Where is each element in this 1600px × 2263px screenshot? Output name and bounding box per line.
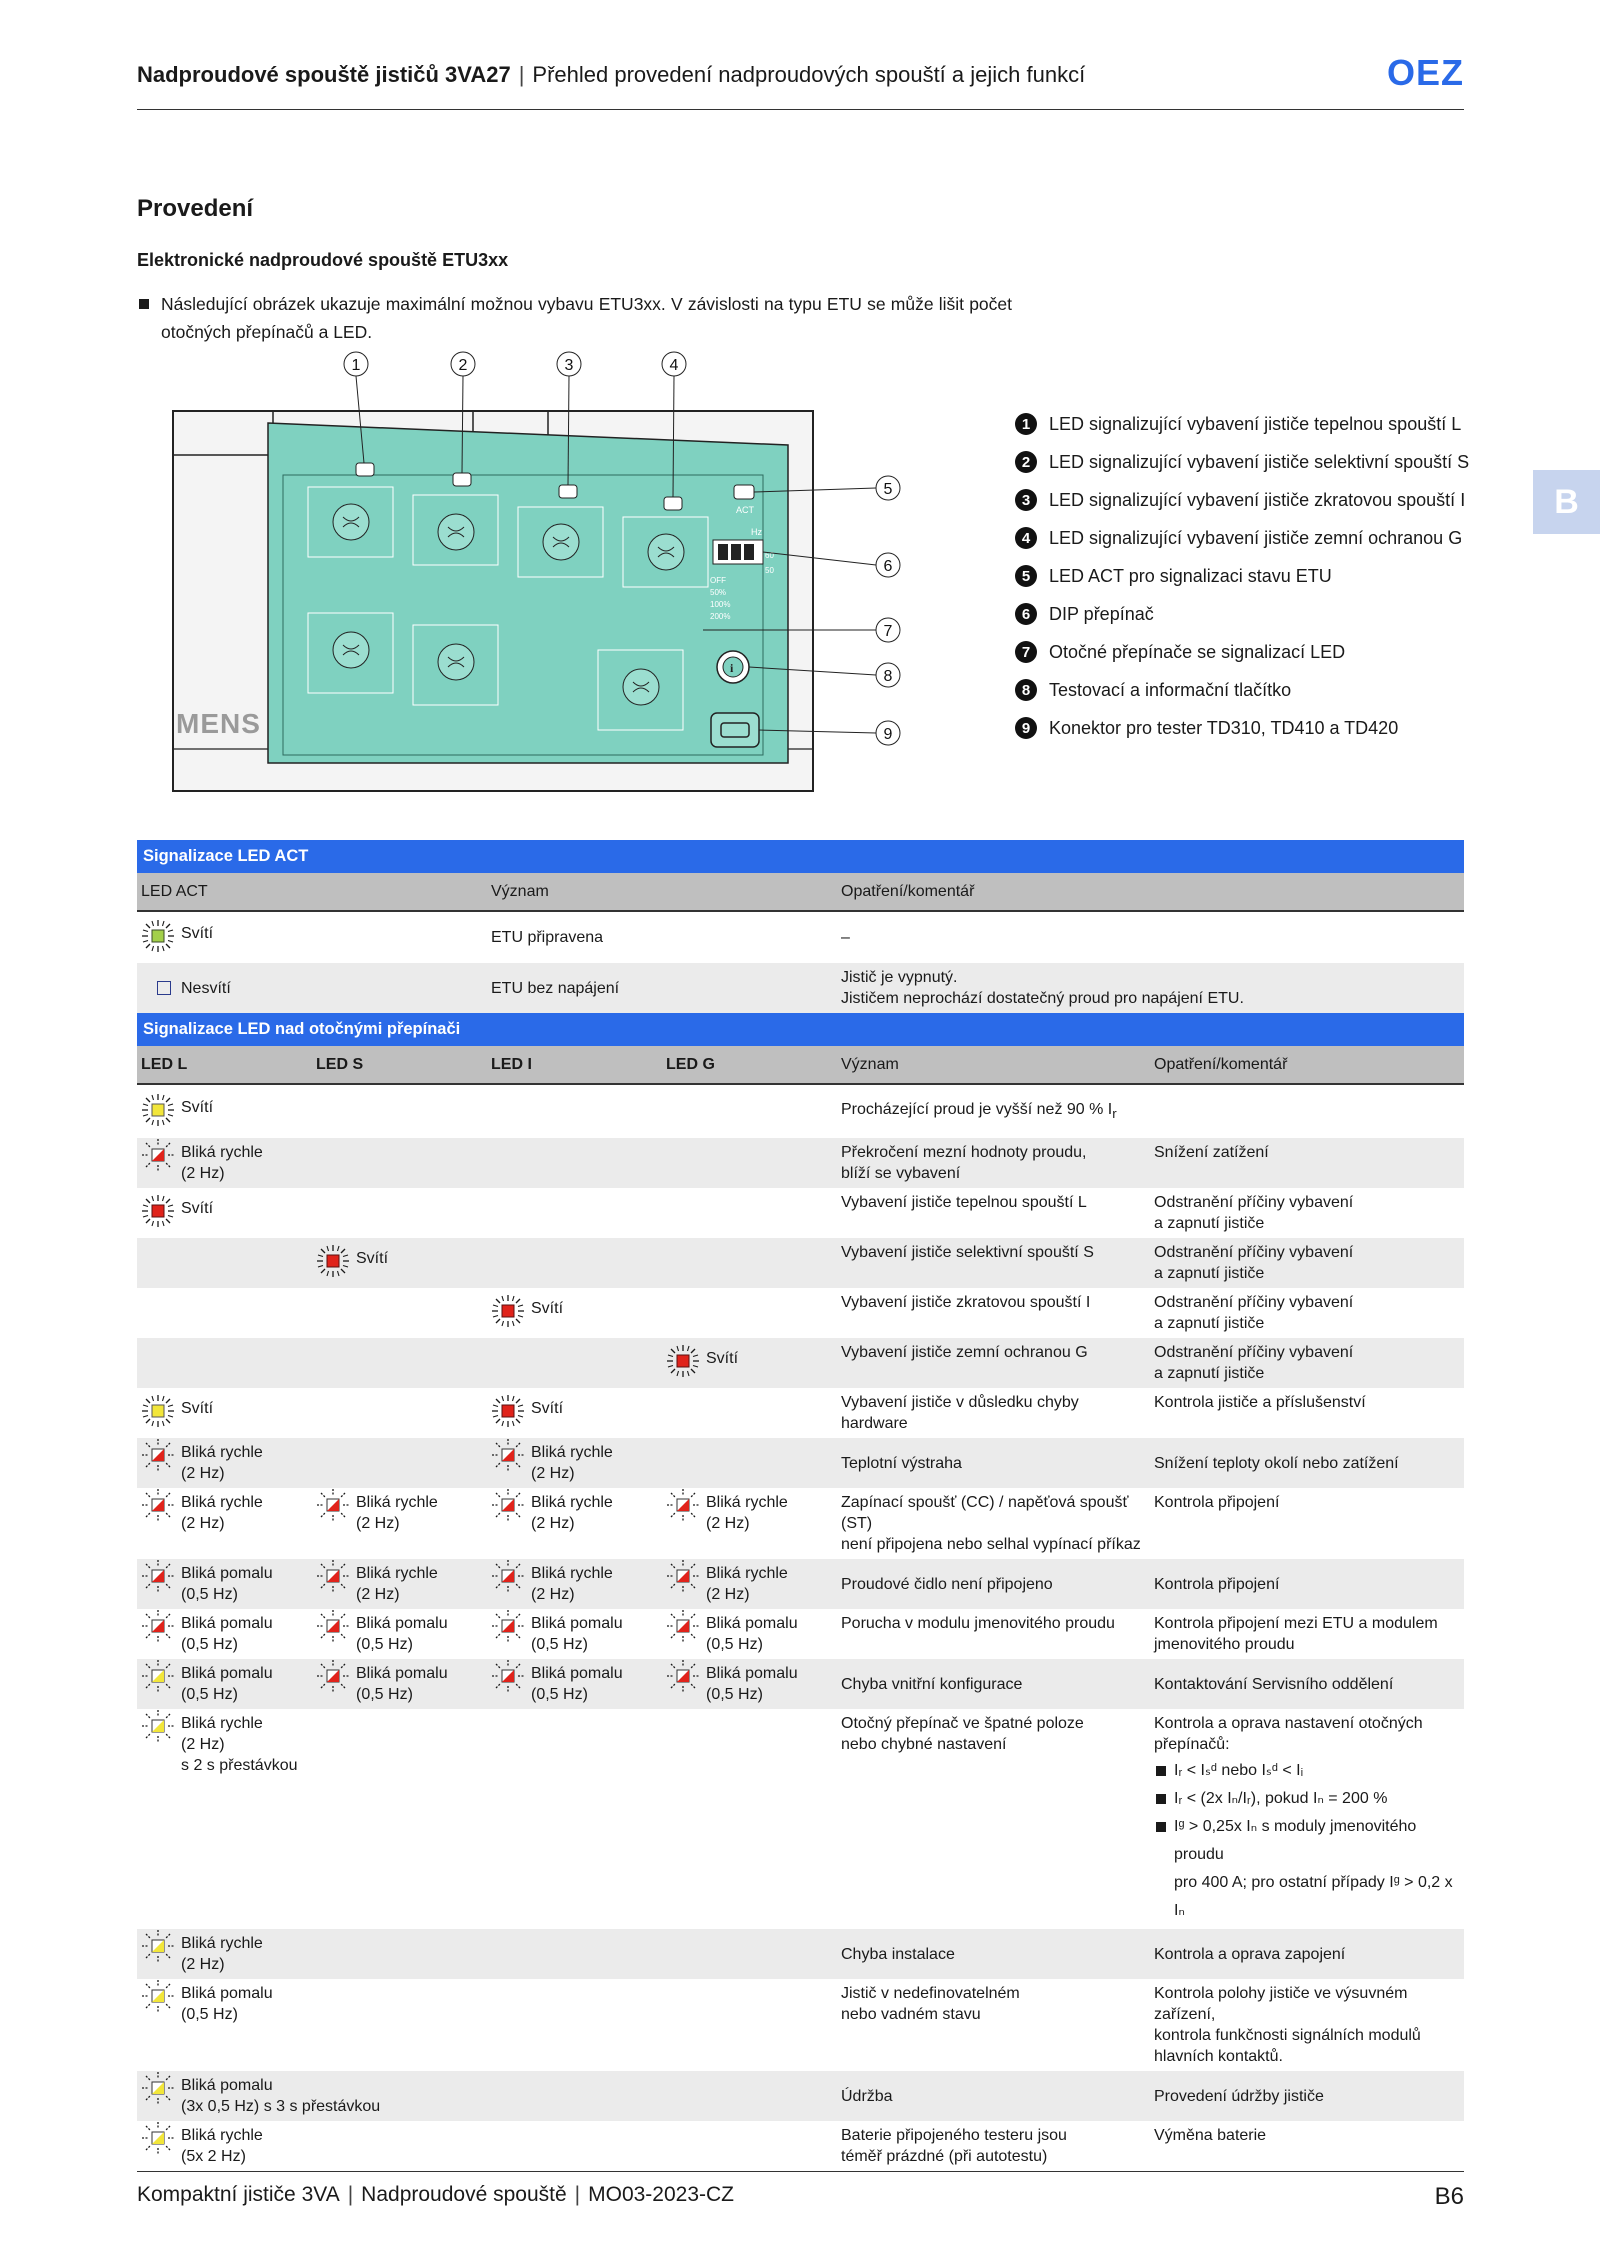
subsection-title: Elektronické nadproudové spouště ETU3xx xyxy=(137,250,509,270)
legend-item xyxy=(1015,671,1469,709)
cell-text: hardware xyxy=(841,1415,908,1432)
cell-text: Bliká rychle xyxy=(531,1494,613,1511)
led-blink-red-icon xyxy=(141,1438,175,1472)
led-blink-red-icon xyxy=(491,1609,525,1643)
cell-text: Bliká pomalu xyxy=(181,2077,273,2094)
table-section-header xyxy=(137,840,1464,873)
dip-label-off: OFF xyxy=(710,576,726,585)
dip-value-50: 50 xyxy=(765,566,774,575)
dip-label-100: 100% xyxy=(710,600,731,609)
led-s xyxy=(453,473,471,486)
intro-text: Následující obrázek ukazuje maximální možnou vybavu ETU3xx. V závislosti na typu ETU se může lišit počet otočných přepínačů a LED. xyxy=(161,294,1012,342)
svg-text:9: 9 xyxy=(883,726,893,743)
led-blink-red-icon xyxy=(316,1659,350,1693)
svg-text:3: 3 xyxy=(564,357,574,374)
dip-value-60: 60 xyxy=(765,551,774,560)
cell-text: Bliká pomalu xyxy=(531,1615,623,1632)
cell-text: Bliká pomalu xyxy=(181,1985,273,2002)
table-row xyxy=(137,2071,1464,2121)
cell-text: (0,5 Hz) xyxy=(356,1636,413,1653)
cell-text: hlavních kontaktů. xyxy=(1154,2048,1283,2065)
led-blink-red-icon xyxy=(491,1438,525,1472)
cell-text: Procházející proud je vyšší než 90 % I xyxy=(841,1100,1113,1118)
cell-text: Bliká rychle xyxy=(531,1565,613,1582)
cell-text: Iᵍ > 0,25x Iₙ s moduly jmenovitého proudu xyxy=(1174,1818,1417,1863)
svg-text:8: 8 xyxy=(883,668,893,685)
legend-number-9: 9 xyxy=(1015,717,1037,739)
cell-text: Kontrola jističe a příslušenství xyxy=(1154,1394,1366,1411)
cell-text: jmenovitého proudu xyxy=(1154,1636,1295,1653)
legend-number-1: 1 xyxy=(1015,413,1037,435)
cell-text: (2 Hz) xyxy=(356,1586,400,1603)
cell-text: Údržba xyxy=(837,2071,1150,2121)
cell-text: Otočný přepínač ve špatné poloze xyxy=(841,1715,1084,1732)
cell-text: Bliká pomalu xyxy=(181,1615,273,1632)
cell-text: (2 Hz) xyxy=(531,1515,575,1532)
cell-text: ETU připravena xyxy=(491,929,604,946)
header-title xyxy=(137,62,1085,88)
intro-paragraph xyxy=(137,290,1012,346)
led-blink-yellow-icon xyxy=(141,2071,175,2105)
test-info-button xyxy=(717,651,749,683)
cell-text: ETU bez napájení xyxy=(487,963,837,1013)
cell-text: (0,5 Hz) xyxy=(356,1686,413,1703)
cell-text: blíží se vybavení xyxy=(841,1165,961,1182)
cell-text: a zapnutí jističe xyxy=(1154,1265,1265,1282)
list-item: Iᵣ < Iₛᵈ nebo Iₛᵈ < Iᵢ xyxy=(1154,1757,1460,1785)
legend-item xyxy=(1015,443,1469,481)
table-row xyxy=(137,1609,1464,1659)
cell-text: Bliká rychle xyxy=(181,2127,263,2144)
table-row xyxy=(137,1084,1464,1138)
cell-text: (2 Hz) xyxy=(181,1736,225,1753)
hz-label: Hz xyxy=(751,527,762,537)
chapter-tab[interactable]: B xyxy=(1533,470,1600,534)
cell-text: nebo vadném stavu xyxy=(841,2006,981,2023)
led-blink-red-icon xyxy=(141,1609,175,1643)
legend-text: Konektor pro tester TD310, TD410 a TD420 xyxy=(1049,717,1399,738)
col-header-led-g: LED G xyxy=(662,1046,837,1084)
footer-separator: | xyxy=(574,2183,581,2206)
cell-text: Svítí xyxy=(531,1300,564,1317)
cell-text: Svítí xyxy=(531,1400,564,1417)
cell-text: Bliká rychle xyxy=(531,1444,613,1461)
svg-text:7: 7 xyxy=(883,623,893,640)
header-separator: | xyxy=(518,62,525,87)
led-blink-red-icon xyxy=(666,1609,700,1643)
table1-title: Signalizace LED ACT xyxy=(137,840,1464,873)
led-on-red-icon xyxy=(491,1294,525,1328)
cell-text: Odstranění příčiny vybavení xyxy=(1154,1294,1354,1311)
header-title-rest: Přehled provedení nadproudových spouští a jejich funkcí xyxy=(532,62,1086,87)
cell-text: (2 Hz) xyxy=(531,1465,575,1482)
cell-text: (0,5 Hz) xyxy=(706,1636,763,1653)
cell-text: (2 Hz) xyxy=(356,1515,400,1532)
col-header-led-s: LED S xyxy=(312,1046,487,1084)
list-item: Iᵣ < (2x Iₙ/Iᵣ), pokud Iₙ = 200 % xyxy=(1154,1785,1460,1813)
footer-breadcrumb xyxy=(137,2183,734,2207)
led-on-yellow-icon xyxy=(141,1093,175,1127)
table-row xyxy=(137,963,1464,1013)
table-row xyxy=(137,1288,1464,1338)
legend-text: LED signalizující vybavení jističe zkratovou spouští I xyxy=(1049,489,1466,510)
cell-text: kontrola funkčnosti signálních modulů xyxy=(1154,2027,1421,2044)
led-blink-red-icon xyxy=(666,1659,700,1693)
table-row xyxy=(137,1438,1464,1488)
cell-text: Jistič v nedefinovatelném xyxy=(841,1985,1020,2002)
dip-label-200: 200% xyxy=(710,612,731,621)
cell-text: Bliká rychle xyxy=(356,1494,438,1511)
led-on-red-icon xyxy=(141,1194,175,1228)
cell-text: Kontrola připojení mezi ETU a modulem xyxy=(1154,1615,1438,1632)
cell-text: nebo chybné nastavení xyxy=(841,1736,1007,1753)
cell-text: (2 Hz) xyxy=(706,1515,750,1532)
led-blink-red-icon xyxy=(491,1488,525,1522)
footer-text: MO03-2023-CZ xyxy=(588,2183,735,2206)
legend-item xyxy=(1015,633,1469,671)
table-row xyxy=(137,2121,1464,2172)
cell-text: Bliká rychle xyxy=(181,1444,263,1461)
cell-text: a zapnutí jističe xyxy=(1154,1315,1265,1332)
cell-text: Bliká pomalu xyxy=(356,1615,448,1632)
cell-text: (2 Hz) xyxy=(531,1586,575,1603)
led-blink-yellow-icon xyxy=(141,1979,175,2013)
led-on-red-icon xyxy=(666,1344,700,1378)
cell-text: Bliká rychle xyxy=(706,1494,788,1511)
cell-text: Svítí xyxy=(181,924,214,942)
footer-text: Kompaktní jističe 3VA xyxy=(137,2183,340,2206)
cell-text: Baterie připojeného testeru jsou xyxy=(841,2127,1067,2144)
cell-text: Zapínací spoušť (CC) / napěťová spoušť (ST) xyxy=(841,1494,1129,1532)
cell-text: (2 Hz) xyxy=(181,1956,225,1973)
bullet-icon xyxy=(139,299,149,309)
svg-text:i: i xyxy=(730,661,734,675)
legend-item xyxy=(1015,709,1469,747)
cell-text: Bliká pomalu xyxy=(181,1665,273,1682)
table-row xyxy=(137,1659,1464,1709)
led-on-red-icon xyxy=(316,1244,350,1278)
cell-text: Bliká pomalu xyxy=(706,1665,798,1682)
cell-text: Kontrola připojení xyxy=(1150,1559,1464,1609)
cell-text: Kontaktování Servisního oddělení xyxy=(1150,1659,1464,1709)
legend-number-7: 7 xyxy=(1015,641,1037,663)
legend-text: DIP přepínač xyxy=(1049,603,1154,624)
led-act xyxy=(734,485,754,499)
legend-item xyxy=(1015,557,1469,595)
led-signalization-table xyxy=(137,840,1464,2172)
cell-text: (0,5 Hz) xyxy=(531,1686,588,1703)
cell-text: Výměna baterie xyxy=(1154,2127,1267,2144)
col-header: Význam xyxy=(487,873,837,911)
svg-text:1: 1 xyxy=(351,357,361,374)
cell-text: Bliká pomalu xyxy=(531,1665,623,1682)
cell-text: Nesvítí xyxy=(181,979,231,997)
led-blink-red-icon xyxy=(316,1609,350,1643)
table2-title: Signalizace LED nad otočnými přepínači xyxy=(137,1013,1464,1046)
cell-text: (2 Hz) xyxy=(181,1515,225,1532)
tester-connector xyxy=(711,713,759,747)
page-number: B6 xyxy=(1434,2183,1464,2210)
cell-text: přepínačů: xyxy=(1154,1736,1230,1753)
cell-text: (0,5 Hz) xyxy=(181,1686,238,1703)
cell-text: Kontrola a oprava zapojení xyxy=(1150,1929,1464,1979)
page-header xyxy=(137,52,1464,110)
header-title-bold: Nadproudové spouště jističů 3VA27 xyxy=(137,62,511,87)
cell-text: Vybavení jističe tepelnou spouští L xyxy=(841,1194,1087,1211)
led-i xyxy=(559,485,577,498)
table-row xyxy=(137,1559,1464,1609)
led-blink-red-icon xyxy=(316,1559,350,1593)
cell-text: Kontrola připojení xyxy=(1154,1494,1280,1511)
led-blink-yellow-icon xyxy=(141,1709,175,1743)
legend-number-2: 2 xyxy=(1015,451,1037,473)
cell-text: Bliká pomalu xyxy=(181,1565,273,1582)
cell-text: Jistič je vypnutý. xyxy=(841,969,958,986)
section-title: Provedení xyxy=(137,195,254,222)
table-row xyxy=(137,1709,1464,1929)
cell-text: pro 400 A; pro ostatní případy Iᵍ > 0,2 x Iₙ xyxy=(1174,1874,1453,1919)
cell-text: Odstranění příčiny vybavení xyxy=(1154,1244,1354,1261)
table-row xyxy=(137,1488,1464,1559)
cell-text: (3x 0,5 Hz) s 3 s přestávkou xyxy=(181,2098,381,2115)
legend-text: Otočné přepínače se signalizací LED xyxy=(1049,641,1346,662)
svg-text:4: 4 xyxy=(669,357,679,374)
cell-text: Svítí xyxy=(181,1098,214,1116)
cell-text: Bliká rychle xyxy=(181,1494,263,1511)
col-header-led-l: LED L xyxy=(137,1046,312,1084)
cell-text: Svítí xyxy=(356,1250,389,1267)
settings-conditions-list xyxy=(1154,1757,1460,1925)
led-blink-red-icon xyxy=(141,1488,175,1522)
legend-text: LED signalizující vybavení jističe zemní ochranou G xyxy=(1049,527,1463,548)
svg-text:2: 2 xyxy=(458,357,468,374)
cell-text: a zapnutí jističe xyxy=(1154,1215,1265,1232)
cell-text: Bliká rychle xyxy=(181,1935,263,1952)
cell-text: Bliká rychle xyxy=(181,1715,263,1732)
legend-number-5: 5 xyxy=(1015,565,1037,587)
cell-text: (0,5 Hz) xyxy=(706,1686,763,1703)
cell-text: Jističem neprochází dostatečný proud pro napájení ETU. xyxy=(841,990,1244,1007)
led-blink-red-icon xyxy=(666,1559,700,1593)
led-blink-yellow-icon xyxy=(141,2121,175,2155)
cell-text: (0,5 Hz) xyxy=(181,2006,238,2023)
table-row xyxy=(137,1188,1464,1238)
cell-text: (0,5 Hz) xyxy=(181,1636,238,1653)
table-header-row xyxy=(137,873,1464,911)
col-header-action: Opatření/komentář xyxy=(1150,1046,1464,1084)
led-off-icon xyxy=(157,981,171,995)
cell-text: Bliká rychle xyxy=(356,1565,438,1582)
legend-item xyxy=(1015,519,1469,557)
cell-text: Vybavení jističe zemní ochranou G xyxy=(837,1338,1150,1388)
oez-logo: OEZ xyxy=(1386,52,1464,93)
col-header: LED ACT xyxy=(137,873,487,911)
cell-text: Vybavení jističe selektivní spouští S xyxy=(837,1238,1150,1288)
cell-text: Snížení zatížení xyxy=(1150,1138,1464,1188)
cell-text: Bliká pomalu xyxy=(706,1615,798,1632)
cell-text: Chyba vnitřní konfigurace xyxy=(837,1659,1150,1709)
act-label: ACT xyxy=(736,505,754,515)
cell-text: (2 Hz) xyxy=(706,1586,750,1603)
cell-text: Bliká pomalu xyxy=(356,1665,448,1682)
led-blink-yellow-icon xyxy=(141,1929,175,1963)
table-row xyxy=(137,1929,1464,1979)
cell-subscript: r xyxy=(1112,1106,1117,1122)
cell-text: Bliká rychle xyxy=(706,1565,788,1582)
table-row xyxy=(137,1388,1464,1438)
table-row xyxy=(137,911,1464,963)
cell-text: Teplotní výstraha xyxy=(837,1438,1150,1488)
led-on-yellow-icon xyxy=(141,1394,175,1428)
legend-text: LED ACT pro signalizaci stavu ETU xyxy=(1049,565,1332,586)
led-blink-red-icon xyxy=(491,1659,525,1693)
led-g xyxy=(664,497,682,510)
table-section-header xyxy=(137,1013,1464,1046)
legend-item xyxy=(1015,595,1469,633)
cell-text: Provedení údržby jističe xyxy=(1150,2071,1464,2121)
legend-text: LED signalizující vybavení jističe selektivní spouští S xyxy=(1049,451,1470,472)
legend-number-4: 4 xyxy=(1015,527,1037,549)
col-header-meaning: Význam xyxy=(837,1046,1150,1084)
cell-text: a zapnutí jističe xyxy=(1154,1365,1265,1382)
cell-text: (5x 2 Hz) xyxy=(181,2148,246,2165)
led-on-red-icon xyxy=(491,1394,525,1428)
legend-item xyxy=(1015,405,1469,443)
col-header-led-i: LED I xyxy=(487,1046,662,1084)
cell-text: Odstranění příčiny vybavení xyxy=(1154,1344,1354,1361)
legend-number-6: 6 xyxy=(1015,603,1037,625)
etu-front-panel-figure xyxy=(168,345,928,797)
led-l xyxy=(356,463,374,476)
siemens-brand: MENS xyxy=(176,708,261,739)
cell-text: (0,5 Hz) xyxy=(531,1636,588,1653)
cell-text: Porucha v modulu jmenovitého proudu xyxy=(841,1615,1115,1632)
cell-text: Odstranění příčiny vybavení xyxy=(1154,1194,1354,1211)
col-header: Opatření/komentář xyxy=(837,873,1464,911)
table-row xyxy=(137,1238,1464,1288)
cell-text: není připojena nebo selhal vypínací příkaz xyxy=(841,1536,1141,1553)
cell-text: Kontrola polohy jističe ve výsuvném zařízení, xyxy=(1154,1985,1408,2023)
led-blink-red-icon xyxy=(141,1559,175,1593)
cell-text: Vybavení jističe v důsledku chyby xyxy=(841,1394,1079,1411)
cell-text: Kontrola a oprava nastavení otočných xyxy=(1154,1715,1423,1732)
cell-text: Svítí xyxy=(181,1400,214,1417)
legend-number-3: 3 xyxy=(1015,489,1037,511)
led-on-green-icon xyxy=(141,919,175,953)
led-blink-red-icon xyxy=(491,1559,525,1593)
legend-text: Testovací a informační tlačítko xyxy=(1049,679,1292,700)
led-blink-red-icon xyxy=(141,1138,175,1172)
cell-text: Snížení teploty okolí nebo zatížení xyxy=(1150,1438,1464,1488)
cell-text: (2 Hz) xyxy=(181,1465,225,1482)
cell-text: Svítí xyxy=(181,1200,214,1217)
legend-text: LED signalizující vybavení jističe tepelnou spouští L xyxy=(1049,413,1462,434)
cell-text: – xyxy=(841,929,850,946)
svg-text:5: 5 xyxy=(883,481,893,498)
cell-text: (0,5 Hz) xyxy=(181,1586,238,1603)
list-item xyxy=(1154,1813,1460,1925)
legend-item xyxy=(1015,481,1469,519)
table-row xyxy=(137,1338,1464,1388)
legend-number-8: 8 xyxy=(1015,679,1037,701)
cell-text: Proudové čidlo není připojeno xyxy=(837,1559,1150,1609)
dip-label-50: 50% xyxy=(710,588,727,597)
footer-text: Nadproudové spouště xyxy=(361,2183,567,2206)
table-header-row xyxy=(137,1046,1464,1084)
led-blink-red-icon xyxy=(666,1488,700,1522)
led-blink-yellow-icon xyxy=(141,1659,175,1693)
cell-text: téměř prázdné (při autotestu) xyxy=(841,2148,1048,2165)
cell-text: Chyba instalace xyxy=(837,1929,1150,1979)
cell-text: Bliká rychle xyxy=(181,1144,263,1161)
svg-text:6: 6 xyxy=(883,558,893,575)
led-blink-red-icon xyxy=(316,1488,350,1522)
cell-text: Svítí xyxy=(706,1350,739,1367)
figure-legend xyxy=(1015,405,1469,747)
cell-text: s 2 s přestávkou xyxy=(181,1757,298,1774)
table-row xyxy=(137,1979,1464,2071)
cell-text: Vybavení jističe zkratovou spouští I xyxy=(841,1294,1091,1311)
table-row xyxy=(137,1138,1464,1188)
cell-text: Překročení mezní hodnoty proudu, xyxy=(841,1144,1087,1161)
cell-text: (2 Hz) xyxy=(181,1165,225,1182)
footer-separator: | xyxy=(347,2183,354,2206)
